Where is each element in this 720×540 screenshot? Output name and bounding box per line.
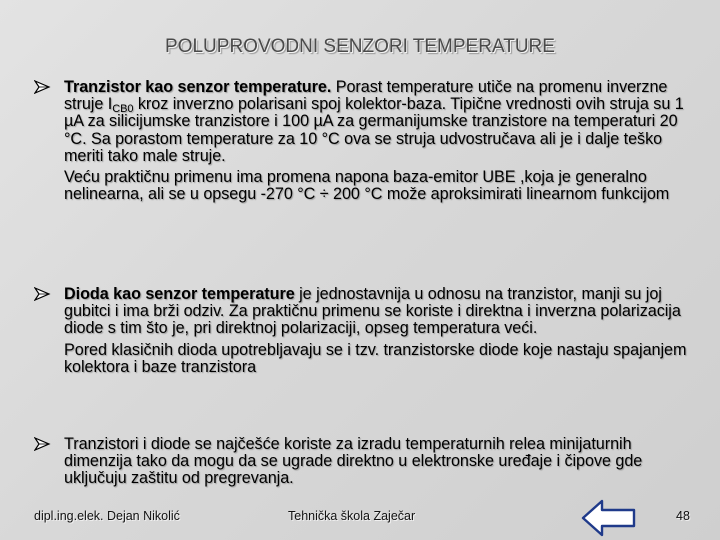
bullet-relays bbox=[34, 436, 694, 488]
bullet-diode-paragraph-2: Pored klasičnih dioda upotrebljavaju se i tzv. tranzistorske diode koje nastaju spajanjem kolektora i baze tranzistora bbox=[64, 340, 687, 376]
bullet-relays-paragraph: Tranzistori i diode se najčešće koriste za izradu temperaturnih relea minijaturnih dimenzija tako da mogu da se ugrade direktno u elektronske uređaje i čipove gde uključuju zaštitu od pregrevanja. bbox=[64, 435, 643, 488]
arrowhead-bullet-icon bbox=[34, 287, 54, 301]
footer-author: dipl.ing.elek. Dejan Nikolić bbox=[34, 509, 180, 523]
bullet-diode bbox=[34, 286, 694, 376]
bullet-transistor-paragraph-2: Veću praktičnu primenu ima promena napona baza-emitor UBE ,koja je generalno nelinearna, ali se u opsegu -270 °C ÷ 200 °C može aproksimirati linearnom funkcijom bbox=[64, 168, 670, 204]
bullet-transistor bbox=[34, 79, 694, 203]
bullet-transistor-text-b: kroz inverzno polarisani spoj kolektor-baza. Tipične vrednosti ovih struja su 1 µA za silicijumske tranzistore i 100 µA za germanijumske tranzistore na temperaturi 20 °C. Sa porastom temperature za 10 °C ova se struja udvostručava ali je i dalje teško meriti tako male struje. bbox=[64, 95, 684, 165]
icb0-subscript: CB0 bbox=[112, 103, 134, 116]
slide-title: POLUPROVODNI SENZORI TEMPERATURE bbox=[165, 36, 555, 57]
bullet-diode-paragraph bbox=[64, 286, 694, 338]
arrowhead-bullet-icon bbox=[34, 437, 54, 451]
arrowhead-bullet-icon bbox=[34, 80, 54, 94]
bullet-transistor-paragraph bbox=[64, 79, 694, 165]
page-number: 48 bbox=[676, 509, 690, 523]
bullet-diode-lead: Dioda kao senzor temperature bbox=[64, 285, 295, 303]
footer-school: Tehnička škola Zaječar bbox=[288, 509, 416, 523]
bullet-transistor-text-a: Porast temperature utiče na promenu inverzne struje I bbox=[64, 78, 668, 114]
bullet-diode-text: je jednostavnija u odnosu na tranzistor, manji su joj gubitci i ima brži odziv. Za praktičnu primenu se koriste i direktna i inverzna polarizacija diode s tim što je, pri direktnoj polarizaciji, opseg temperatura veći. bbox=[64, 285, 681, 338]
back-arrow-icon[interactable] bbox=[580, 498, 638, 538]
bullet-transistor-lead: Tranzistor kao senzor temperature. bbox=[64, 78, 332, 96]
